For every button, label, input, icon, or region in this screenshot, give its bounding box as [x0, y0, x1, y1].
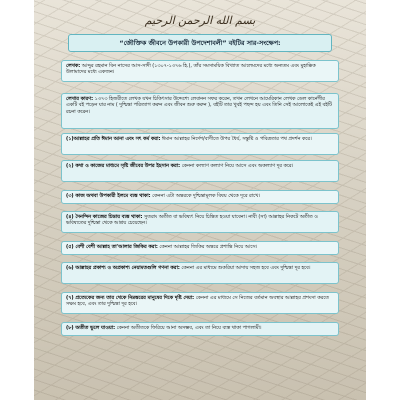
section-text: সুতরাং অতীত বা ভবিষ্যৎ নিয়ে চিন্তিত হওয়া যাবেনা। নাবী (সা) আল্লাহর নিকটে অতীত ও ভবিষ্যতের দুশ্চিন্তা থেকে আশ্রয় চেয়েছেন। — [66, 214, 318, 227]
section-point-6 — [61, 262, 339, 284]
section-point-3 — [61, 190, 339, 204]
section-label: লেখার কারণ: — [66, 96, 94, 102]
section-point-2 — [61, 160, 339, 182]
section-label: (৮) অতীত ভুলে যাওয়া: — [66, 325, 116, 331]
section-point-8 — [61, 322, 339, 336]
bismillah-calligraphy: بسم الله الرحمن الرحيم — [144, 14, 256, 27]
section-point-1 — [61, 133, 339, 155]
section-author — [61, 60, 339, 82]
section-label: (২) কথা ও কাজের মাধ্যমে সৃষ্টি জীবের উপর ইহসান করা: — [66, 163, 181, 169]
document-page — [34, 0, 366, 400]
section-label: (১)আল্লাহর প্রতি ঈমান আনা এবং সৎ কর্ম করা: — [66, 136, 161, 142]
section-point-7 — [61, 292, 339, 314]
section-label: (৪) দৈনন্দিন কাজের চিন্তায় ব্যস্ত থাকা: — [66, 214, 143, 220]
section-text: ১৩৭৩ হিজরীতে লেখক যখন চিকিৎসার উদ্দেশ্যে লেবানন সফর করেন, তখন লেখনে আমেরিকান লেখক ডেল কার্নেগীর একটি বই পড়েন যার নাম ( দুশ্চিন্তা পরিত্যাগ করুন এবং জীবন শুরু করুন ), বইটি তার খুবই পছন্দ হয় এবং তিনি সেই আলোকেই এই বইটি রচনা করেন। — [66, 96, 332, 115]
section-text: ঈমান আল্লাহর নির্দেশ/বাণীতে উপর ধৈর্য, সন্তুষ্টি ও পবিত্রতার পথ প্রদর্শন করে। — [160, 136, 312, 142]
section-label: (৩) কাজ অথবা উপকারী ইলমে ব্যস্ত থাকা: — [66, 193, 151, 199]
section-reason — [61, 93, 339, 129]
section-text: কেননা এটা অন্তরকে দুশ্চিন্তামূলক বিষয় থেকে দূরে রাখে। — [150, 193, 261, 199]
section-point-5 — [61, 241, 339, 255]
document-title: “জৌক্তিক জীবনে উপকারী উপদেশাবলী” বইটির সার-সংক্ষেপ: — [68, 34, 332, 52]
section-text: কেননা কল্যাণ কল্যাণ নিয়ে আসে এবং অকল্যাণ দূর করে। — [180, 163, 294, 169]
section-text: কেননা আল্লাহর জিকির অন্তরে প্রশান্তি নিয়ে আসে। — [157, 244, 258, 250]
section-text: কেননা এর মাধ্যমে সে নিজের বর্তমান অবস্থার আল্লাহর প্রশংসা করতে সক্ষম হবে, এবং তার দুশ্চিন্তা দূর হবে। — [66, 295, 329, 308]
section-label: (৬) আল্লাহর প্রকাশ্য ও অপ্রকাশ্য নেয়ামতগুলি গণনা করা: — [66, 265, 180, 271]
section-text: আব্দুর রহমান বিন নাসের আস-সাদী (১৩০৭-১৩৭৬ হি.), তাঁর সমসাময়িক বিখ্যাত আলেমদের মধ্যে অন্যতম এবং মুহাক্কিক উলামাদের মধ্যে একজন। — [66, 63, 316, 76]
section-text: কেননা এর মাধ্যমে শুকরিয়া আদায় সহজ হবে এবং দুশ্চিন্তা দূর হবে। — [179, 265, 311, 271]
section-label: (৫) বেশী বেশী আল্লাহ তা'আলার জিকির করা: — [66, 244, 158, 250]
section-label: (৭) প্রত্যেকের জন্য তার থেকে নিম্নস্তরের মানুষের দিকে দৃষ্টি দেয়া: — [66, 295, 195, 301]
section-point-4 — [61, 211, 339, 233]
section-text: কেননা অতীতকে ফিরিয়ে আনা অসম্ভব, এবং তা নিয়ে ব্যস্ত থাকা পাগলামী। — [115, 325, 262, 331]
section-label: লেখক: — [66, 63, 81, 69]
